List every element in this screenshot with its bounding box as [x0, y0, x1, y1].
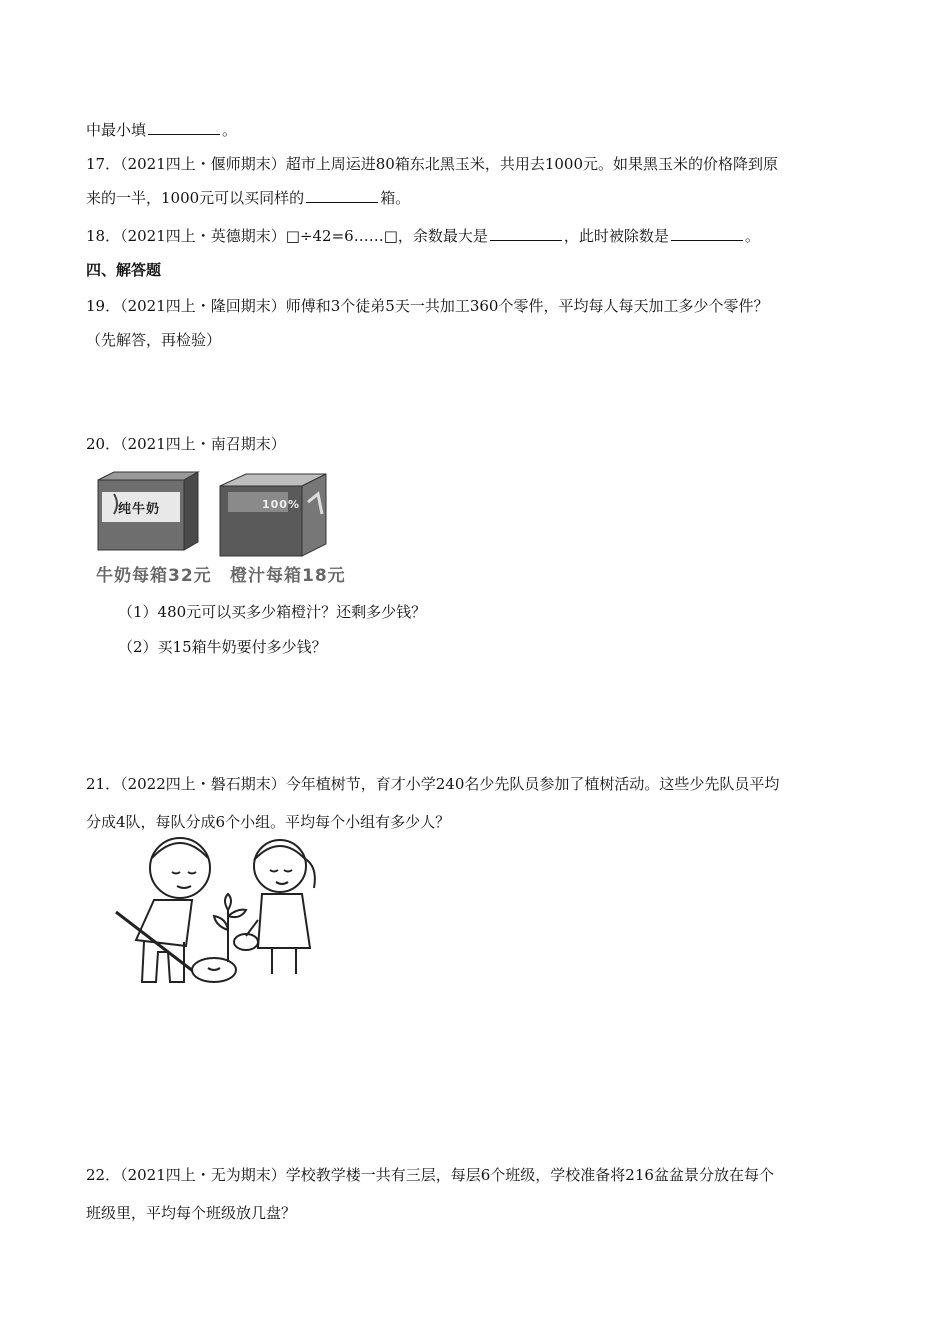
q17-end: 箱。 [380, 189, 411, 207]
q16-tail [86, 120, 237, 140]
q21-line1: 21．（2022四上・磐石期末）今年植树节，育才小学240名少先队员参加了植树活动。这些少先队员平均 [86, 775, 780, 793]
answer-blank[interactable] [306, 188, 378, 203]
q18-text-2: ，此时被除数是 [563, 227, 669, 245]
q16-text: 中最小填 [86, 121, 147, 139]
q20-part1: （1）480元可以买多少箱橙汁？还剩多少钱？ [118, 603, 427, 621]
juice-price-caption: 橙汁每箱18元 [230, 566, 346, 586]
q17-text: 来的一半，1000元可以买同样的 [86, 189, 305, 207]
q21-line2: 分成4队，每队分成6个小组。平均每个小组有多少人？ [86, 813, 451, 831]
answer-blank[interactable] [148, 120, 220, 135]
q19-line2: （先解答，再检验） [86, 331, 222, 349]
q17-line2 [86, 188, 410, 208]
q19-line1: 19．（2021四上・隆回期末）师傅和3个徒弟5天一共加工360个零件，平均每人每天加工多少个零件？ [86, 297, 769, 315]
answer-blank[interactable] [490, 226, 562, 241]
q22-line2: 班级里，平均每个班级放几盘？ [86, 1204, 297, 1222]
milk-price-caption: 牛奶每箱32元 [96, 566, 212, 586]
tree-planting-illustration [112, 820, 332, 995]
q22-line1: 22．（2021四上・无为期末）学校教学楼一共有三层，每层6个班级，学校准备将216盆盆景分放在每个 [86, 1166, 774, 1184]
juice-box-image [218, 472, 330, 558]
answer-blank[interactable] [671, 226, 743, 241]
milk-box-label: 纯牛奶 [118, 502, 161, 517]
section-heading: 四、解答题 [86, 261, 162, 279]
q18-line [86, 226, 760, 246]
q20-line: 20．（2021四上・南召期末） [86, 435, 286, 453]
q18-text: 18．（2021四上・英德期末）□÷42=6……□，余数最大是 [86, 227, 488, 245]
q20-part2: （2）买15箱牛奶要付多少钱？ [118, 638, 327, 656]
q18-end: 。 [744, 227, 760, 245]
juice-box-label: 100% [262, 498, 300, 511]
q17-line1: 17．（2021四上・偃师期末）超市上周运进80箱东北黑玉米，共用去1000元。如果黑玉米的价格降到原 [86, 155, 779, 173]
q16-end: 。 [222, 121, 238, 139]
